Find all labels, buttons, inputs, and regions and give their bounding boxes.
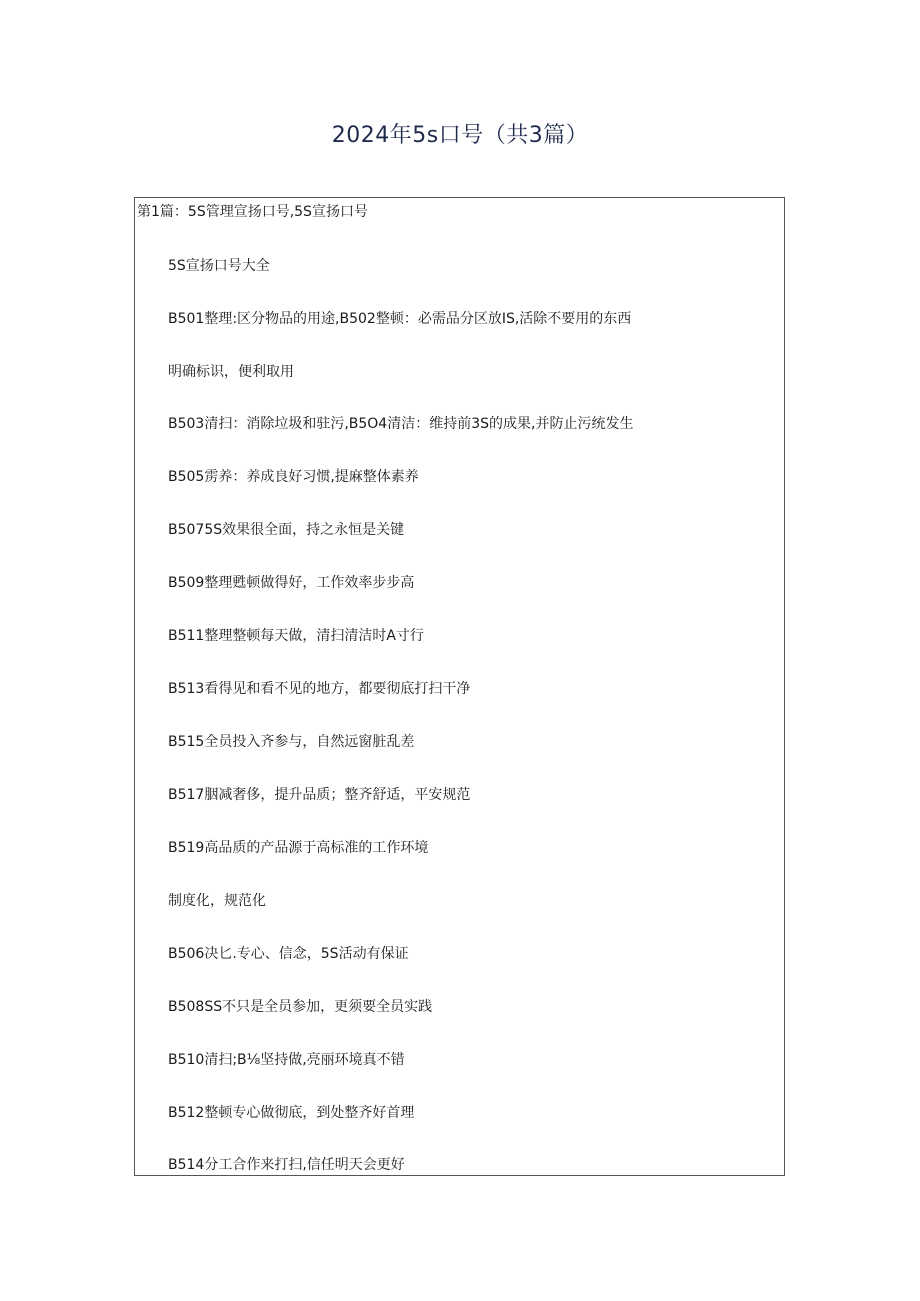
- text-line: B5075S效果很全面，持之永恒是关键: [168, 522, 405, 538]
- section-heading: 第1篇：5S管理宣扬口号,5S宣扬口号: [137, 204, 368, 220]
- text-line: B509整理甦顿做得好，工作效率步步高: [168, 575, 415, 591]
- text-line: B510清扫;B⅛坚持做,亮丽环境真不错: [168, 1052, 405, 1068]
- text-line: 5S宣扬口号大全: [168, 258, 270, 274]
- text-line: B506决匕.专心、信念，5S活动有保证: [168, 946, 409, 962]
- text-line: B511整理整顿每天做，清扫清洁时A寸行: [168, 628, 424, 644]
- text-line: B515全员投入齐参与，自然远窗脏乱差: [168, 734, 415, 750]
- text-line: 制度化，规范化: [168, 893, 266, 909]
- text-line: 明确标识，便利取用: [168, 364, 294, 380]
- text-line: B512整顿专心做彻底，到处整齐好首理: [168, 1105, 415, 1121]
- text-line: B503清扫：消除垃圾和驻污,B5O4清洁：维持前3S的成果,并防止污统发生: [168, 416, 634, 432]
- text-line: B505雳养：养成良好习惯,提麻整体素养: [168, 469, 419, 485]
- text-line: B517胭减奢侈，提升品质；整齐舒适，平安规范: [168, 787, 471, 803]
- document-title: 2024年5s口号（共3篇）: [331, 123, 589, 148]
- text-line: B514分工合作来打扫,信任明天会更好: [168, 1157, 405, 1173]
- text-line: B519高品质的产品源于高标准的工作环境: [168, 840, 429, 856]
- text-line: B508SS不只是全员参加，更须要全员实践: [168, 999, 433, 1015]
- text-line: B501整理:区分物品的用途,B502整顿：必需品分区放IS,活除不要用的东西: [168, 311, 632, 327]
- content-box: [134, 197, 785, 1176]
- text-line: B513看得见和看不见的地方，都要彻底打扫干净: [168, 681, 471, 697]
